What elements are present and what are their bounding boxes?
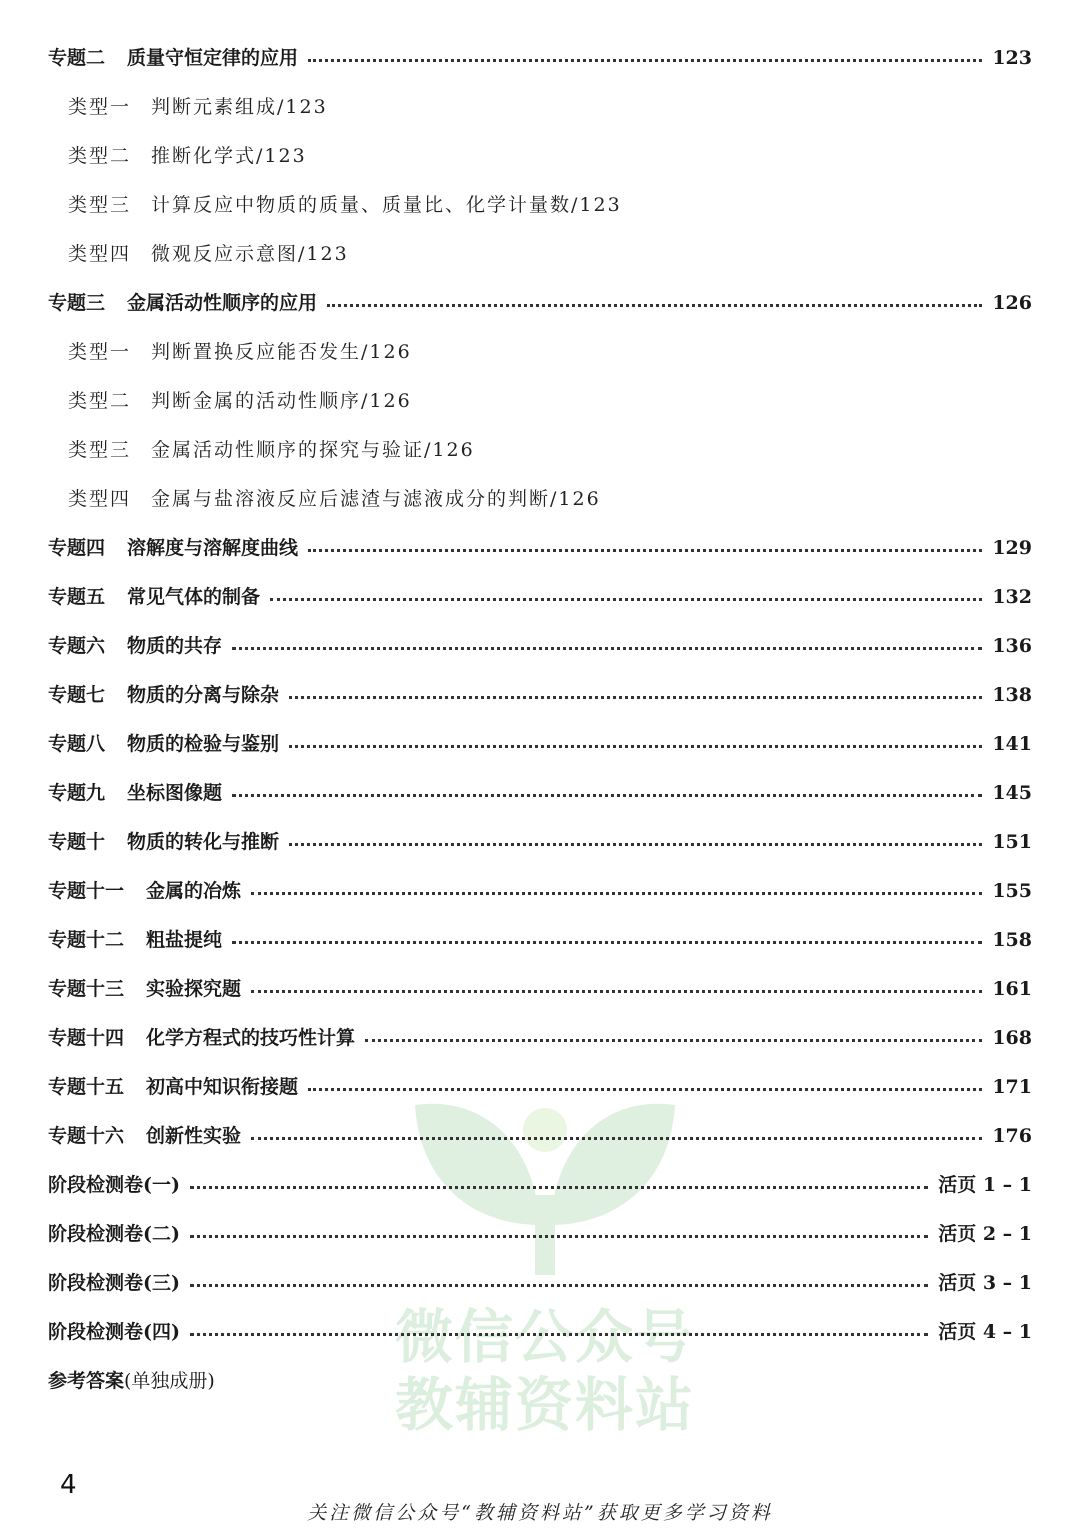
toc-entry: [48, 827, 1032, 857]
dot-leader: [270, 598, 982, 601]
toc-title: 化学方程式的技巧性计算: [146, 1027, 356, 1049]
toc-entry: [48, 1317, 1032, 1347]
toc-title: 金属的冶炼: [146, 880, 242, 902]
dot-leader: [289, 843, 982, 846]
dot-leader: [365, 1039, 982, 1042]
toc-label: [48, 1170, 180, 1200]
dot-leader: [289, 745, 982, 748]
toc-page: 132: [992, 586, 1032, 608]
toc-label: [48, 1317, 180, 1347]
toc-code: 阶段检测卷(二): [48, 1223, 180, 1245]
toc-code: 专题九: [48, 782, 106, 804]
toc-code: 阶段检测卷(三): [48, 1272, 180, 1294]
toc-entry: [48, 680, 1032, 710]
toc-title: 实验探究题: [146, 978, 242, 1000]
toc-entry: [48, 1121, 1032, 1151]
toc-title: 金属与盐溶液反应后滤渣与滤液成分的判断/126: [151, 488, 601, 510]
toc-code: 类型一: [68, 341, 132, 363]
toc-code: 专题十五: [48, 1076, 125, 1098]
dot-leader: [251, 892, 982, 895]
toc-title: 微观反应示意图/123: [151, 243, 349, 265]
toc-code: 阶段检测卷(四): [48, 1321, 180, 1343]
toc-page: 138: [992, 684, 1032, 706]
toc-label: [68, 386, 412, 416]
toc-subentry: [68, 484, 1032, 514]
toc-code: 类型二: [68, 390, 132, 412]
toc-subentry: [68, 337, 1032, 367]
toc-code: 类型四: [68, 488, 132, 510]
toc-page: 129: [992, 537, 1032, 559]
dot-leader: [251, 990, 982, 993]
dot-leader: [190, 1284, 928, 1287]
toc-subentry: [68, 435, 1032, 465]
toc-title: 推断化学式/123: [151, 145, 307, 167]
toc-subentry: [68, 386, 1032, 416]
toc-code: 类型一: [68, 96, 132, 118]
dot-leader: [308, 1088, 982, 1091]
toc-page: 176: [992, 1125, 1032, 1147]
toc-label: [48, 680, 279, 710]
toc-label: [48, 582, 260, 612]
toc-title: 判断金属的活动性顺序/126: [151, 390, 412, 412]
toc-title: 金属活动性顺序的探究与验证/126: [151, 439, 475, 461]
page-number: 4: [60, 1470, 77, 1500]
toc-page: 活页 4 – 1: [938, 1321, 1032, 1343]
toc-title: (单独成册): [124, 1370, 215, 1392]
toc-title: 质量守恒定律的应用: [127, 47, 299, 69]
toc-title: 物质的检验与鉴别: [127, 733, 280, 755]
toc-code: 专题五: [48, 586, 106, 608]
toc-page: 161: [992, 978, 1032, 1000]
dot-leader: [251, 1137, 982, 1140]
toc-entry: [48, 631, 1032, 661]
toc-title: 物质的转化与推断: [127, 831, 280, 853]
toc-entry: [48, 288, 1032, 318]
toc-title: 创新性实验: [146, 1125, 242, 1147]
toc-page: 活页 2 – 1: [938, 1223, 1032, 1245]
toc-entry: [48, 1219, 1032, 1249]
dot-leader: [232, 647, 982, 650]
dot-leader: [232, 941, 982, 944]
toc-label: [68, 141, 307, 171]
toc-label: [68, 435, 475, 465]
dot-leader: [327, 304, 982, 307]
toc-label: [48, 729, 279, 759]
toc-entry: [48, 925, 1032, 955]
toc-code: 专题十: [48, 831, 106, 853]
toc-page: 123: [992, 47, 1032, 69]
toc-label: [48, 1023, 355, 1053]
toc-title: 粗盐提纯: [146, 929, 223, 951]
toc-code: 类型三: [68, 194, 132, 216]
toc-label: [68, 190, 622, 220]
toc-label: [48, 288, 317, 318]
toc-subentry: [68, 190, 1032, 220]
toc-title: 物质的分离与除杂: [127, 684, 280, 706]
toc-label: [48, 631, 222, 661]
toc-label: [68, 337, 412, 367]
toc-page: 168: [992, 1027, 1032, 1049]
toc-code: 类型三: [68, 439, 132, 461]
toc-page: 活页 3 – 1: [938, 1272, 1032, 1294]
toc-page: 155: [992, 880, 1032, 902]
toc-code: 专题三: [48, 292, 106, 314]
toc-code: 类型四: [68, 243, 132, 265]
toc-page: 151: [992, 831, 1032, 853]
toc-page: 136: [992, 635, 1032, 657]
toc-entry: [48, 1023, 1032, 1053]
toc-title: 物质的共存: [127, 635, 223, 657]
dot-leader: [289, 696, 982, 699]
toc-subentry: [68, 239, 1032, 269]
dot-leader: [190, 1186, 928, 1189]
dot-leader: [190, 1235, 928, 1238]
toc-note: [48, 1366, 1032, 1396]
dot-leader: [190, 1333, 928, 1336]
toc-title: 坐标图像题: [127, 782, 223, 804]
toc-code: 专题十三: [48, 978, 125, 1000]
toc-code: 专题七: [48, 684, 106, 706]
toc-label: [48, 876, 241, 906]
toc-entry: [48, 974, 1032, 1004]
toc-page: 145: [992, 782, 1032, 804]
toc-label: [48, 1268, 180, 1298]
toc-page: 171: [992, 1076, 1032, 1098]
toc-label: [48, 778, 222, 808]
toc-entry: [48, 1268, 1032, 1298]
toc-entry: [48, 1170, 1032, 1200]
toc-label: [48, 1072, 298, 1102]
toc-title: 金属活动性顺序的应用: [127, 292, 318, 314]
toc-code: 参考答案: [48, 1370, 125, 1392]
toc-entry: [48, 582, 1032, 612]
toc-code: 专题十一: [48, 880, 125, 902]
toc-label: [68, 239, 349, 269]
toc-code: 专题十二: [48, 929, 125, 951]
toc-title: 初高中知识衔接题: [146, 1076, 299, 1098]
toc-label: [48, 925, 222, 955]
toc-label: [48, 827, 279, 857]
toc-title: 常见气体的制备: [127, 586, 261, 608]
toc-code: 专题十四: [48, 1027, 125, 1049]
toc-code: 类型二: [68, 145, 132, 167]
toc-subentry: [68, 92, 1032, 122]
dot-leader: [308, 59, 982, 62]
toc-page: 活页 1 – 1: [938, 1174, 1032, 1196]
toc-code: 专题四: [48, 537, 106, 559]
toc-title: 溶解度与溶解度曲线: [127, 537, 299, 559]
toc-title: 计算反应中物质的质量、质量比、化学计量数/123: [151, 194, 622, 216]
toc-title: 判断元素组成/123: [151, 96, 328, 118]
toc-entry: [48, 43, 1032, 73]
toc-page: 126: [992, 292, 1032, 314]
toc-label: [48, 974, 241, 1004]
watermark-title: 教辅资料站: [395, 1371, 696, 1439]
toc-title: 判断置换反应能否发生/126: [151, 341, 412, 363]
dot-leader: [232, 794, 982, 797]
toc-entry: [48, 778, 1032, 808]
toc-entry: [48, 1072, 1032, 1102]
toc-code: 专题八: [48, 733, 106, 755]
toc-entry: [48, 876, 1032, 906]
toc-label: [48, 1219, 180, 1249]
toc-label: [68, 92, 328, 122]
toc-entry: [48, 729, 1032, 759]
toc-page: 141: [992, 733, 1032, 755]
toc-label: [48, 533, 298, 563]
toc-label: [48, 43, 298, 73]
toc-subentry: [68, 141, 1032, 171]
toc-page: 158: [992, 929, 1032, 951]
toc-code: 专题十六: [48, 1125, 125, 1147]
footer-note: 关注微信公众号“教辅资料站”获取更多学习资料: [307, 1502, 773, 1524]
toc-code: 专题二: [48, 47, 106, 69]
toc-label: [68, 484, 601, 514]
toc-code: 专题六: [48, 635, 106, 657]
toc-label: [48, 1366, 215, 1396]
dot-leader: [308, 549, 982, 552]
toc-code: 阶段检测卷(一): [48, 1174, 180, 1196]
watermark-subtitle: 微信公众号: [395, 1303, 696, 1371]
toc-label: [48, 1121, 241, 1151]
toc-entry: [48, 533, 1032, 563]
